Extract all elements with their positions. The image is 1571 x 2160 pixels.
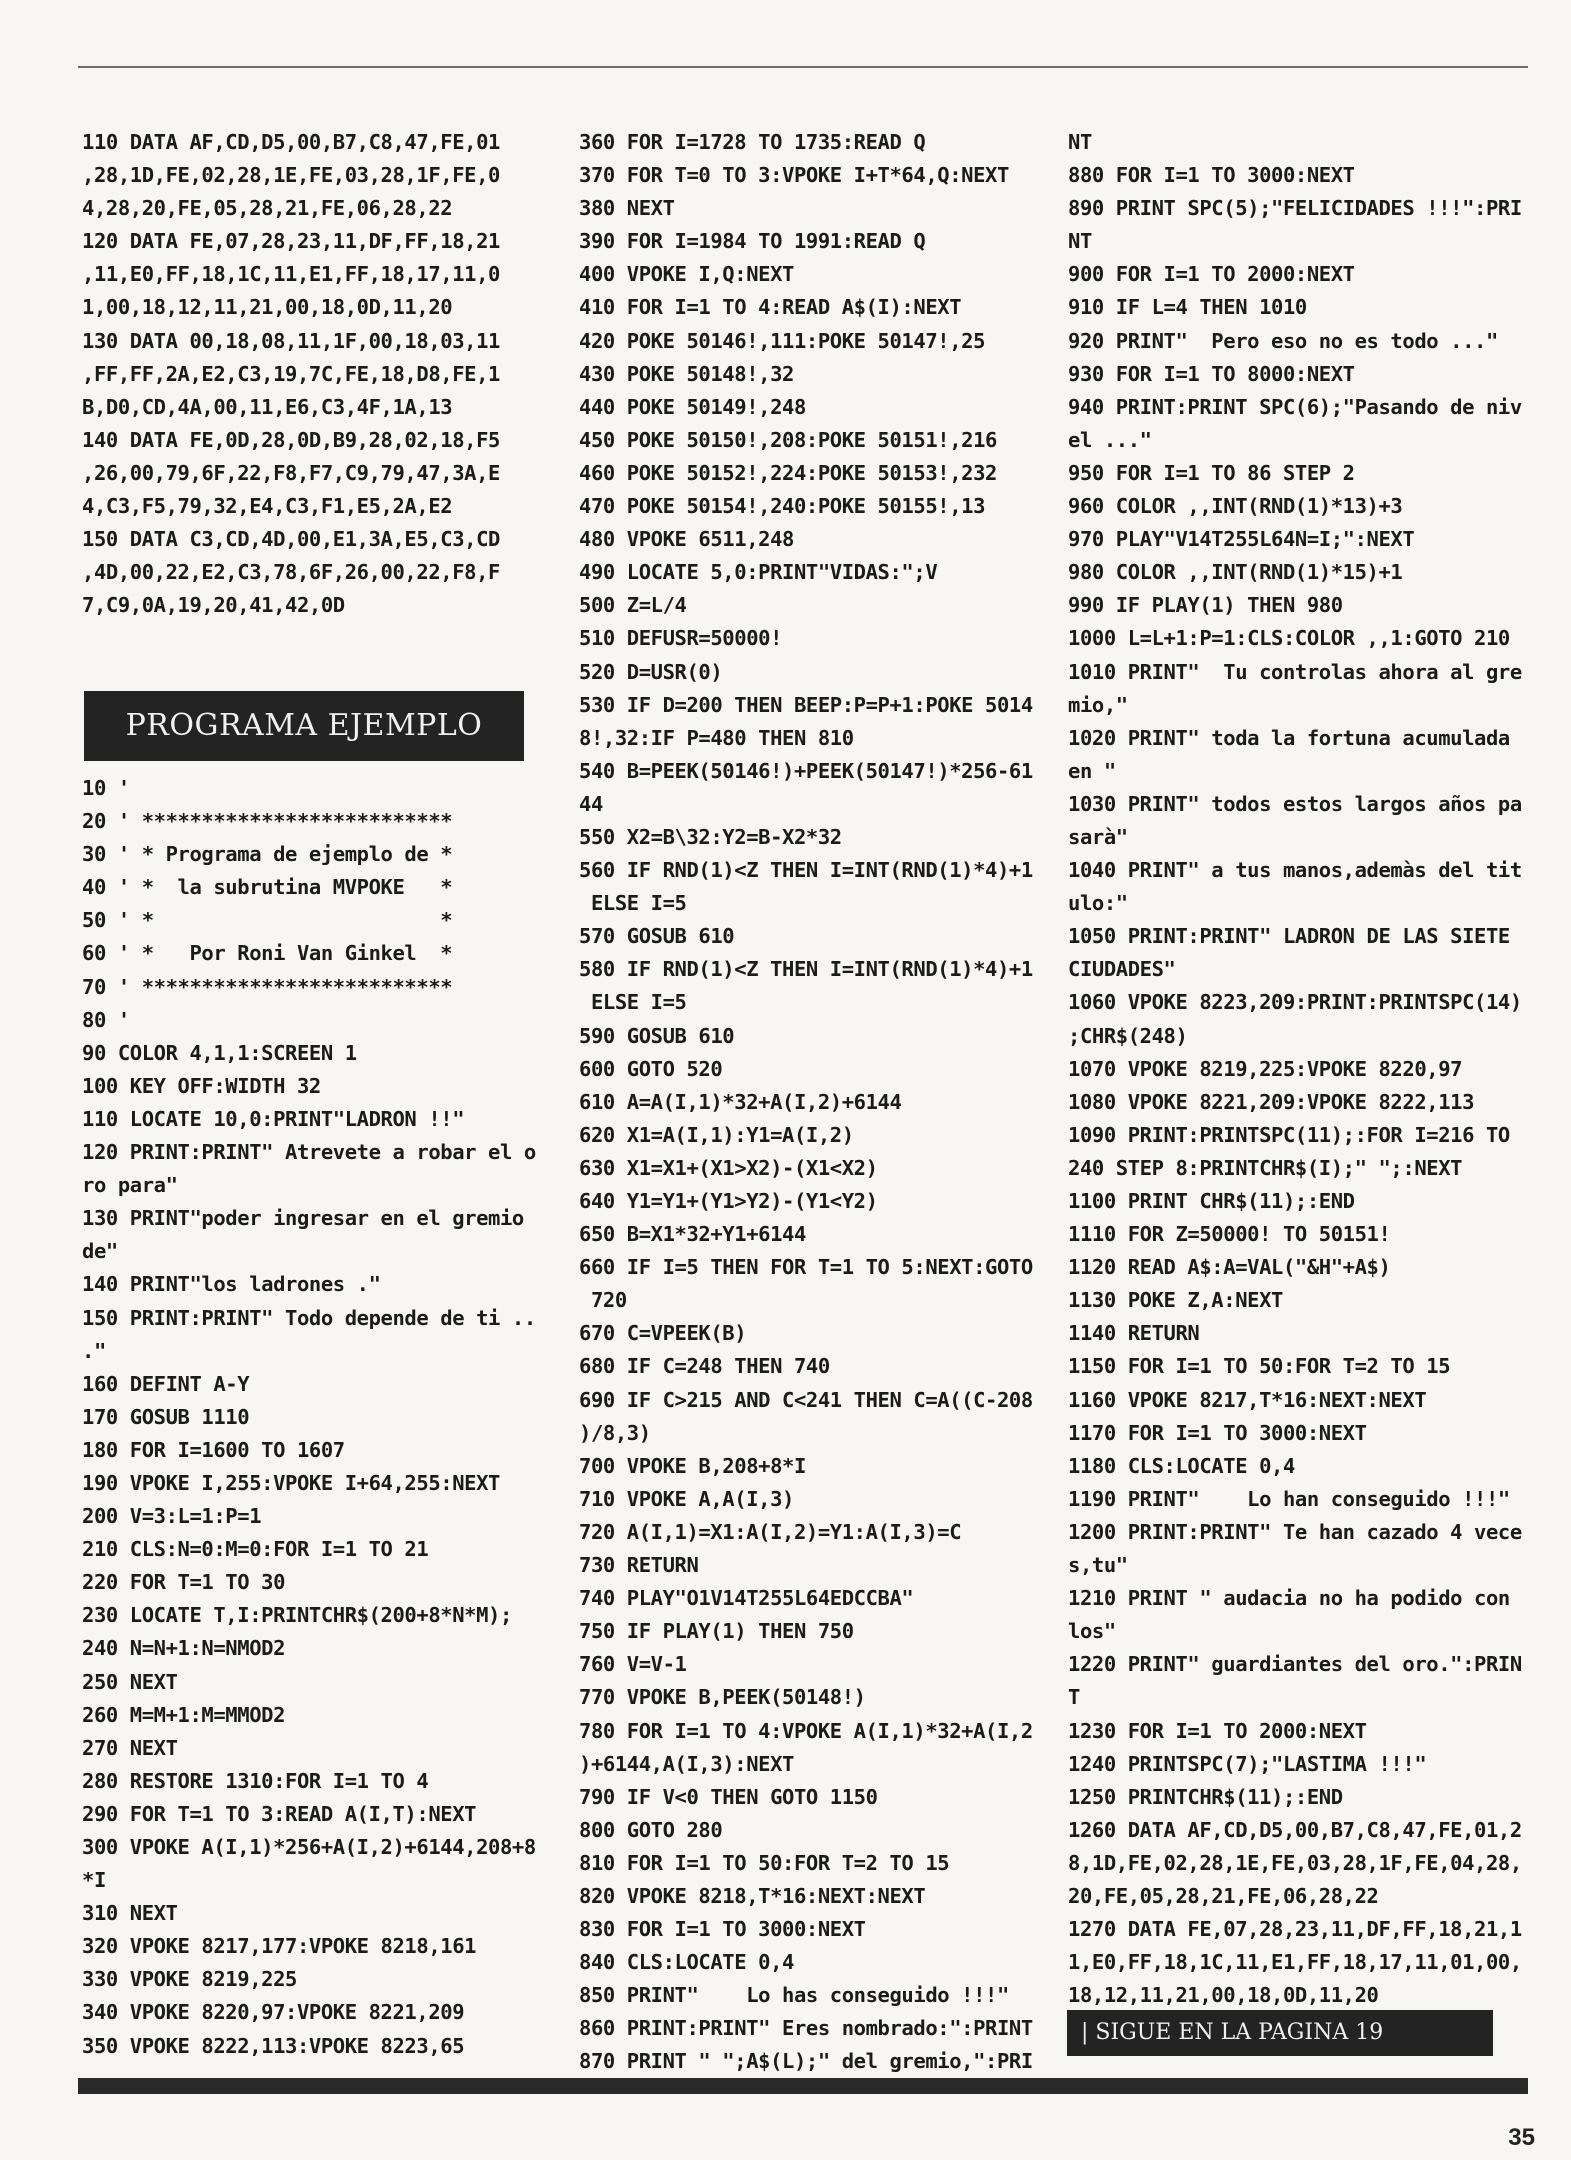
code-line: 880 FOR I=1 TO 3000:NEXT [1068,163,1355,188]
code-line: 1070 VPOKE 8219,225:VPOKE 8220,97 [1068,1056,1463,1081]
code-line: 590 GOSUB 610 [579,1023,735,1048]
code-line: 10 ' [82,776,130,800]
code-line: 140 PRINT"los ladrones ." [82,1272,381,1297]
code-line: 130 PRINT"poder ingresar en el gremio [82,1206,524,1231]
code-line: 720 A(I,1)=X1:A(I,2)=Y1:A(I,3)=C [579,1519,962,1544]
code-line: 390 FOR I=1984 TO 1991:READ Q [579,229,926,254]
code-line: 330 VPOKE 8219,225 [82,1967,297,1992]
code-line: 170 GOSUB 1110 [82,1404,250,1429]
code-line: 810 FOR I=1 TO 50:FOR T=2 TO 15 [579,1850,950,1875]
code-line: 120 PRINT:PRINT" Atrevete a robar el o [82,1140,536,1165]
code-line: 1050 PRINT:PRINT" LADRON DE LAS SIETE [1068,924,1510,949]
code-line: 1180 CLS:LOCATE 0,4 [1068,1453,1295,1478]
code-line: 540 B=PEEK(50146!)+PEEK(50147!)*256-61 [579,758,1033,783]
code-line: 730 RETURN [579,1553,699,1578]
code-line: 20 ' ************************** [82,809,453,834]
code-line: 150 DATA C3,CD,4D,00,E1,3A,E5,C3,CD [82,527,500,552]
code-line: 670 C=VPEEK(B) [579,1321,747,1346]
program-listing-block [579,126,1033,2079]
code-line: 690 IF C>215 AND C<241 THEN C=A((C-208 [579,1387,1033,1412]
code-line: 370 FOR T=0 TO 3:VPOKE I+T*64,Q:NEXT [579,163,1009,188]
code-line: 700 VPOKE B,208+8*I [579,1453,806,1478]
code-line: )+6144,A(I,3):NEXT [579,1751,794,1776]
code-line: 570 GOSUB 610 [579,924,735,949]
code-line: 950 FOR I=1 TO 86 STEP 2 [1068,460,1355,485]
code-line: 920 PRINT" Pero eso no es todo ..." [1068,328,1498,353]
code-line: 280 RESTORE 1310:FOR I=1 TO 4 [82,1768,429,1793]
code-line: 30 ' * Programa de ejemplo de * [82,842,453,867]
code-line: 1000 L=L+1:P=1:CLS:COLOR ,,1:GOTO 210 [1068,626,1510,651]
code-line: 560 IF RND(1)<Z THEN I=INT(RND(1)*4)+1 [579,858,1033,883]
code-line: 1140 RETURN [1068,1321,1200,1346]
code-line: 1100 PRINT CHR$(11);:END [1068,1189,1355,1213]
code-line: 470 POKE 50154!,240:POKE 50155!,13 [579,494,986,519]
code-line: 970 PLAY"V14T255L64N=I;":NEXT [1068,527,1415,552]
code-line: CIUDADES" [1068,957,1176,982]
code-line: NT [1068,229,1092,254]
code-line: 7,C9,0A,19,20,41,42,0D [82,593,345,618]
code-line: 100 KEY OFF:WIDTH 32 [82,1073,321,1098]
code-line: ,26,00,79,6F,22,F8,F7,C9,79,47,3A,E [82,460,500,485]
code-line: 310 NEXT [82,1901,178,1926]
code-line: 930 FOR I=1 TO 8000:NEXT [1068,361,1355,386]
code-line: 140 DATA FE,0D,28,0D,B9,28,02,18,F5 [82,427,500,452]
code-line: 840 CLS:LOCATE 0,4 [579,1950,794,1975]
code-line: 980 COLOR ,,INT(RND(1)*15)+1 [1068,560,1403,585]
code-line: 120 DATA FE,07,28,23,11,DF,FF,18,21 [82,229,500,254]
code-line: 4,28,20,FE,05,28,21,FE,06,28,22 [82,196,453,221]
code-line: 240 N=N+1:N=NMOD2 [82,1636,286,1661]
code-line: 820 VPOKE 8218,T*16:NEXT:NEXT [579,1883,926,1908]
code-line: ,11,E0,FF,18,1C,11,E1,FF,18,17,11,0 [82,262,500,287]
code-line: 1220 PRINT" guardiantes del oro.":PRIN [1068,1652,1522,1677]
code-line: ;CHR$(248) [1068,1023,1188,1048]
code-line: ." [82,1338,106,1363]
code-line: 1160 VPOKE 8217,T*16:NEXT:NEXT [1068,1387,1427,1412]
code-line: 1250 PRINTCHR$(11);:END [1068,1784,1343,1809]
code-line: 380 NEXT [579,196,675,221]
code-line: 580 IF RND(1)<Z THEN I=INT(RND(1)*4)+1 [579,957,1033,982]
code-line: 430 POKE 50148!,32 [579,361,794,386]
code-line: 1260 DATA AF,CD,D5,00,B7,C8,47,FE,01,2 [1068,1817,1522,1842]
code-line: 550 X2=B\32:Y2=B-X2*32 [579,824,842,849]
code-line: ,28,1D,FE,02,28,1E,FE,03,28,1F,FE,0 [82,163,500,188]
code-line: 660 IF I=5 THEN FOR T=1 TO 5:NEXT:GOTO [579,1255,1033,1280]
code-line: 960 COLOR ,,INT(RND(1)*13)+3 [1068,494,1403,519]
code-line: 1080 VPOKE 8221,209:VPOKE 8222,113 [1068,1089,1475,1114]
code-line: 710 VPOKE A,A(I,3) [579,1486,794,1511]
code-line: 900 FOR I=1 TO 2000:NEXT [1068,262,1355,287]
code-line: )/8,3) [579,1420,651,1445]
code-line: 1020 PRINT" toda la fortuna acumulada [1068,725,1510,750]
code-line: 270 NEXT [82,1735,178,1760]
code-line: 460 POKE 50152!,224:POKE 50153!,232 [579,460,997,485]
code-line: 1060 VPOKE 8223,209:PRINT:PRINTSPC(14) [1068,990,1522,1015]
hex-data-block [82,126,522,622]
continue-label: | SIGUE EN LA PAGINA 19 [1081,2020,1384,2045]
code-line: ELSE I=5 [579,891,687,916]
code-line: 210 CLS:N=0:M=0:FOR I=1 TO 21 [82,1537,429,1562]
code-line: 90 COLOR 4,1,1:SCREEN 1 [82,1040,357,1065]
code-line: 440 POKE 50149!,248 [579,394,806,419]
code-line: 1090 PRINT:PRINTSPC(11);:FOR I=216 TO [1068,1122,1510,1147]
code-line: 1240 PRINTSPC(7);"LASTIMA !!!" [1068,1751,1427,1776]
listing-column-2 [579,126,1033,2079]
code-line: 990 IF PLAY(1) THEN 980 [1068,593,1343,618]
code-line: de" [82,1239,118,1264]
code-line: 940 PRINT:PRINT SPC(6);"Pasando de niv [1068,394,1522,419]
code-line: 360 FOR I=1728 TO 1735:READ Q [579,130,926,154]
code-line: 40 ' * la subrutina MVPOKE * [82,875,453,900]
code-line: 1130 POKE Z,A:NEXT [1068,1288,1283,1313]
code-line: 600 GOTO 520 [579,1056,723,1081]
code-line: 320 VPOKE 8217,177:VPOKE 8218,161 [82,1934,477,1959]
listing-column-1-program [82,772,536,2063]
code-line: 190 VPOKE I,255:VPOKE I+64,255:NEXT [82,1470,500,1495]
code-line: 640 Y1=Y1+(Y1>Y2)-(Y1<Y2) [579,1189,878,1213]
code-line: 290 FOR T=1 TO 3:READ A(I,T):NEXT [82,1801,477,1826]
code-line: los" [1068,1619,1116,1644]
code-line: 260 M=M+1:M=MMOD2 [82,1702,286,1727]
code-line: 1200 PRINT:PRINT" Te han cazado 4 vece [1068,1519,1522,1544]
code-line: 490 LOCATE 5,0:PRINT"VIDAS:";V [579,560,938,585]
code-line: NT [1068,130,1092,154]
code-line: 110 LOCATE 10,0:PRINT"LADRON !!" [82,1106,465,1131]
code-line: 150 PRINT:PRINT" Todo depende de ti .. [82,1305,536,1330]
code-line: 890 PRINT SPC(5);"FELICIDADES !!!":PRI [1068,196,1522,221]
code-line: 1110 FOR Z=50000! TO 50151! [1068,1222,1391,1247]
code-line: 870 PRINT " ";A$(L);" del gremio,":PRI [579,2049,1033,2074]
code-line: 860 PRINT:PRINT" Eres nombrado:":PRINT [579,2016,1033,2041]
code-line: mio," [1068,692,1128,717]
code-line: 910 IF L=4 THEN 1010 [1068,295,1307,320]
listing-column-3 [1068,126,1522,2012]
code-line: 830 FOR I=1 TO 3000:NEXT [579,1917,866,1942]
code-line: 220 FOR T=1 TO 30 [82,1570,286,1595]
code-line: ulo:" [1068,891,1128,916]
code-line: 160 DEFINT A-Y [82,1371,250,1396]
code-line: 18,12,11,21,00,18,0D,11,20 [1068,1983,1379,2008]
code-line: 750 IF PLAY(1) THEN 750 [579,1619,854,1644]
code-line: 70 ' ************************** [82,974,453,999]
code-line: 50 ' * * [82,908,453,933]
code-line: 20,FE,05,28,21,FE,06,28,22 [1068,1883,1379,1908]
code-line: T [1068,1685,1080,1710]
code-line: 44 [579,791,603,816]
code-line: 1120 READ A$:A=VAL("&H"+A$) [1068,1255,1391,1280]
continue-banner [1067,2010,1493,2056]
code-line: 630 X1=X1+(X1>X2)-(X1<X2) [579,1155,878,1180]
code-line: 8!,32:IF P=480 THEN 810 [579,725,854,750]
code-line: 1270 DATA FE,07,28,23,11,DF,FF,18,21,1 [1068,1917,1522,1942]
code-line: 760 V=V-1 [579,1652,687,1677]
code-line: 4,C3,F5,79,32,E4,C3,F1,E5,2A,E2 [82,494,453,519]
section-banner [84,691,524,761]
code-line: 8,1D,FE,02,28,1E,FE,03,28,1F,FE,04,28, [1068,1850,1522,1875]
code-line: 60 ' * Por Roni Van Ginkel * [82,941,453,966]
bottom-rule [78,2078,1528,2094]
code-line: 250 NEXT [82,1669,178,1694]
code-line: 1230 FOR I=1 TO 2000:NEXT [1068,1718,1367,1743]
code-line: 1010 PRINT" Tu controlas ahora al gre [1068,659,1522,684]
code-line: 180 FOR I=1600 TO 1607 [82,1437,345,1462]
code-line: 1,E0,FF,18,1C,11,E1,FF,18,17,11,01,00, [1068,1950,1522,1975]
code-line: en " [1068,758,1116,783]
code-line: 530 IF D=200 THEN BEEP:P=P+1:POKE 5014 [579,692,1033,717]
code-line: 420 POKE 50146!,111:POKE 50147!,25 [579,328,986,353]
code-line: 410 FOR I=1 TO 4:READ A$(I):NEXT [579,295,962,320]
page-number: 35 [1508,2124,1535,2151]
code-line: 680 IF C=248 THEN 740 [579,1354,830,1379]
code-line: ELSE I=5 [579,990,687,1015]
code-line: 130 DATA 00,18,08,11,1F,00,18,03,11 [82,328,500,353]
code-line: 350 VPOKE 8222,113:VPOKE 8223,65 [82,2033,465,2058]
code-line: 1170 FOR I=1 TO 3000:NEXT [1068,1420,1367,1445]
code-line: 1030 PRINT" todos estos largos años pa [1068,791,1522,816]
code-line: 620 X1=A(I,1):Y1=A(I,2) [579,1122,854,1147]
code-line: 80 ' [82,1007,130,1032]
code-line: 1150 FOR I=1 TO 50:FOR T=2 TO 15 [1068,1354,1451,1379]
code-line: 520 D=USR(0) [579,659,723,684]
code-line: el ..." [1068,427,1152,452]
code-line: 1,00,18,12,11,21,00,18,0D,11,20 [82,295,453,320]
code-line: 770 VPOKE B,PEEK(50148!) [579,1685,866,1710]
code-line: 1040 PRINT" a tus manos,ademàs del tit [1068,858,1522,883]
code-line: *I [82,1868,106,1893]
code-line: ,4D,00,22,E2,C3,78,6F,26,00,22,F8,F [82,560,500,585]
code-line: ,FF,FF,2A,E2,C3,19,7C,FE,18,D8,FE,1 [82,361,500,386]
code-line: 740 PLAY"O1V14T255L64EDCCBA" [579,1586,914,1611]
code-line: 1210 PRINT " audacia no ha podido con [1068,1586,1510,1611]
code-line: 650 B=X1*32+Y1+6144 [579,1222,806,1247]
code-line: sarà" [1068,824,1128,849]
code-line: 450 POKE 50150!,208:POKE 50151!,216 [579,427,997,452]
code-line: 240 STEP 8:PRINTCHR$(I);" ";:NEXT [1068,1155,1463,1180]
code-line: 610 A=A(I,1)*32+A(I,2)+6144 [579,1089,902,1114]
code-line: B,D0,CD,4A,00,11,E6,C3,4F,1A,13 [82,394,453,419]
code-line: 790 IF V<0 THEN GOTO 1150 [579,1784,878,1809]
code-line: 500 Z=L/4 [579,593,687,618]
code-line: 780 FOR I=1 TO 4:VPOKE A(I,1)*32+A(I,2 [579,1718,1033,1743]
code-line: s,tu" [1068,1553,1128,1578]
program-listing-block [1068,126,1522,2012]
program-listing-block [82,772,536,2063]
code-line: ro para" [82,1173,178,1198]
code-line: 200 V=3:L=1:P=1 [82,1504,262,1529]
code-line: 230 LOCATE T,I:PRINTCHR$(200+8*N*M); [82,1603,512,1628]
code-line: 1190 PRINT" Lo han conseguido !!!" [1068,1486,1510,1511]
code-line: 510 DEFUSR=50000! [579,626,783,651]
code-line: 850 PRINT" Lo has conseguido !!!" [579,1983,1009,2008]
code-line: 110 DATA AF,CD,D5,00,B7,C8,47,FE,01 [82,130,500,154]
listing-column-1 [82,126,522,622]
code-line: 300 VPOKE A(I,1)*256+A(I,2)+6144,208+8 [82,1835,536,1859]
code-line: 400 VPOKE I,Q:NEXT [579,262,794,287]
code-line: 340 VPOKE 8220,97:VPOKE 8221,209 [82,2000,465,2025]
code-line: 800 GOTO 280 [579,1817,723,1842]
code-line: 720 [579,1288,627,1313]
code-line: 480 VPOKE 6511,248 [579,527,794,552]
banner-title: PROGRAMA EJEMPLO [125,708,483,743]
top-rule [78,66,1528,68]
